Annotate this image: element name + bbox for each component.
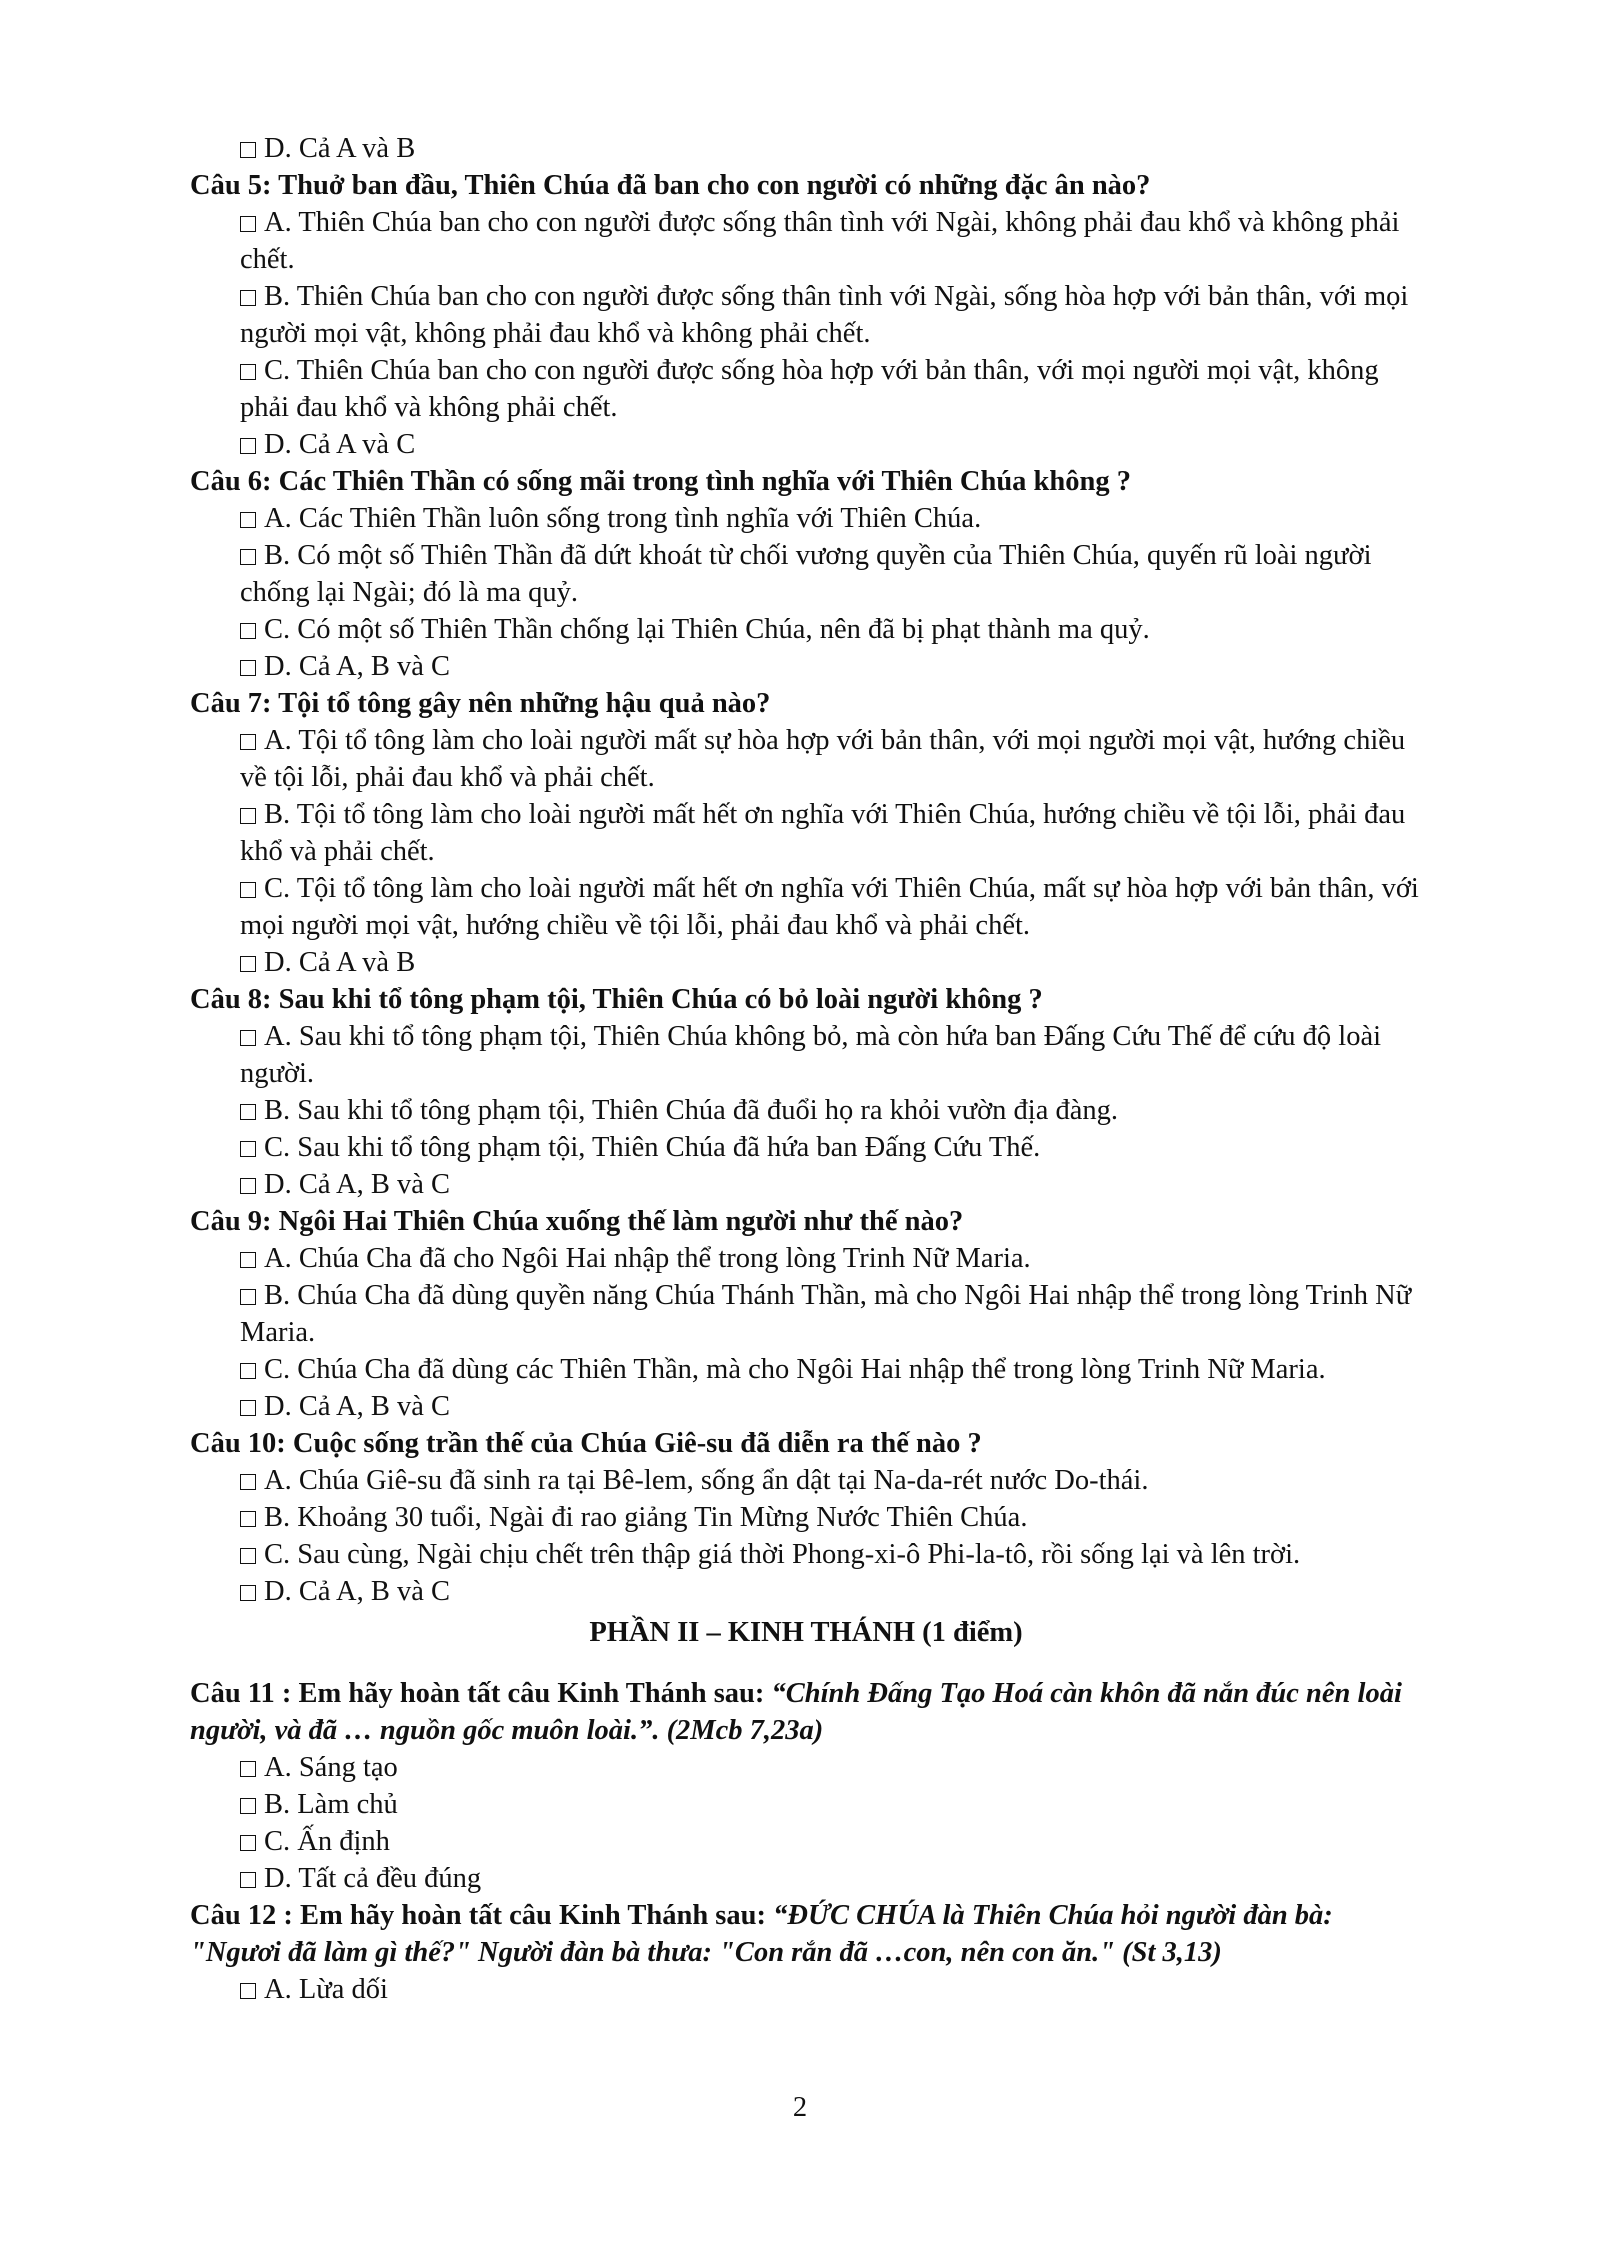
checkbox-icon[interactable]	[240, 1400, 256, 1416]
question-7	[190, 685, 1422, 981]
option[interactable]: D. Cả A, B và C	[240, 648, 1422, 685]
option[interactable]: A. Sau khi tổ tông phạm tội, Thiên Chúa không bỏ, mà còn hứa ban Đấng Cứu Thế để cứu độ loài người.	[240, 1021, 1382, 1089]
option[interactable]: B. Khoảng 30 tuổi, Ngài đi rao giảng Tin Mừng Nước Thiên Chúa.	[240, 1499, 1422, 1536]
option[interactable]: A. Lừa dối	[240, 1971, 1422, 2008]
question-6	[190, 463, 1422, 685]
question-12	[190, 1897, 1422, 2008]
option[interactable]: B. Có một số Thiên Thần đã dứt khoát từ chối vương quyền của Thiên Chúa, quyến rũ loài người chống lại Ngài; đó là ma quỷ.	[240, 540, 1372, 608]
question-5	[190, 167, 1422, 463]
checkbox-icon[interactable]	[240, 290, 256, 306]
question-label: Câu 8: Sau khi tổ tông phạm tội, Thiên Chúa có bỏ loài người không ?	[190, 984, 1043, 1015]
option[interactable]: B. Chúa Cha đã dùng quyền năng Chúa Thánh Thần, mà cho Ngôi Hai nhập thể trong lòng Trinh Nữ Maria.	[240, 1280, 1412, 1348]
scripture-quote: “ĐỨC CHÚA là Thiên Chúa hỏi người đàn bà: "Ngươi đã làm gì thế?" Người đàn bà thưa: "Con rắn đã …con, nên con ăn." (St 3,13)	[190, 1900, 1333, 1968]
option[interactable]: A. Thiên Chúa ban cho con người được sống thân tình với Ngài, không phải đau khổ và không phải chết.	[240, 207, 1400, 275]
option[interactable]: A. Sáng tạo	[240, 1749, 1422, 1786]
checkbox-icon[interactable]	[240, 1835, 256, 1851]
checkbox-icon[interactable]	[240, 1983, 256, 1999]
question-10	[190, 1425, 1422, 1610]
option[interactable]: C. Sau khi tổ tông phạm tội, Thiên Chúa đã hứa ban Đấng Cứu Thế.	[240, 1129, 1422, 1166]
option[interactable]: C. Có một số Thiên Thần chống lại Thiên Chúa, nên đã bị phạt thành ma quỷ.	[240, 611, 1422, 648]
option[interactable]: A. Tội tổ tông làm cho loài người mất sự hòa hợp với bản thân, với mọi người mọi vật, hướng chiều về tội lỗi, phải đau khổ và phải chết.	[240, 725, 1406, 793]
checkbox-icon[interactable]	[240, 1363, 256, 1379]
checkbox-icon[interactable]	[240, 1104, 256, 1120]
option[interactable]: C. Ấn định	[240, 1823, 1422, 1860]
option[interactable]: D. Cả A, B và C	[240, 1573, 1422, 1610]
question-8	[190, 981, 1422, 1203]
option[interactable]: A. Chúa Cha đã cho Ngôi Hai nhập thể trong lòng Trinh Nữ Maria.	[240, 1240, 1422, 1277]
checkbox-icon[interactable]	[240, 1252, 256, 1268]
question-label: Câu 9: Ngôi Hai Thiên Chúa xuống thế làm người như thế nào?	[190, 1206, 964, 1237]
checkbox-icon[interactable]	[240, 1474, 256, 1490]
checkbox-icon[interactable]	[240, 1798, 256, 1814]
checkbox-icon[interactable]	[240, 216, 256, 232]
checkbox-icon[interactable]	[240, 1872, 256, 1888]
checkbox-icon[interactable]	[240, 364, 256, 380]
checkbox-icon[interactable]	[240, 549, 256, 565]
option[interactable]: C. Chúa Cha đã dùng các Thiên Thần, mà cho Ngôi Hai nhập thể trong lòng Trinh Nữ Maria.	[240, 1351, 1422, 1388]
question-label: Câu 7: Tội tổ tông gây nên những hậu quả nào?	[190, 688, 771, 719]
option[interactable]: C. Tội tổ tông làm cho loài người mất hết ơn nghĩa với Thiên Chúa, mất sự hòa hợp với bản thân, với mọi người mọi vật, hướng chiều về tội lỗi, phải đau khổ và phải chết.	[240, 873, 1419, 941]
question-11	[190, 1675, 1422, 1897]
option[interactable]: B. Làm chủ	[240, 1786, 1422, 1823]
checkbox-icon[interactable]	[240, 142, 256, 158]
checkbox-icon[interactable]	[240, 1548, 256, 1564]
checkbox-icon[interactable]	[240, 660, 256, 676]
option[interactable]: A. Chúa Giê-su đã sinh ra tại Bê-lem, sống ẩn dật tại Na-da-rét nước Do-thái.	[240, 1462, 1422, 1499]
page-number: 2	[792, 2092, 808, 2123]
option[interactable]: D. Cả A, B và C	[240, 1388, 1422, 1425]
option[interactable]: C. Thiên Chúa ban cho con người được sống hòa hợp với bản thân, với mọi người mọi vật, không phải đau khổ và không phải chết.	[240, 355, 1379, 423]
checkbox-icon[interactable]	[240, 882, 256, 898]
question-label: Câu 6: Các Thiên Thần có sống mãi trong tình nghĩa với Thiên Chúa không ?	[190, 466, 1131, 497]
checkbox-icon[interactable]	[240, 734, 256, 750]
question-9	[190, 1203, 1422, 1425]
question-label: Câu 5: Thuở ban đầu, Thiên Chúa đã ban cho con người có những đặc ân nào?	[190, 170, 1151, 201]
question-label	[190, 1675, 1422, 1749]
checkbox-icon[interactable]	[240, 1761, 256, 1777]
option[interactable]: D. Cả A và B	[240, 944, 1422, 981]
option[interactable]: D. Cả A và B	[240, 130, 1422, 167]
checkbox-icon[interactable]	[240, 808, 256, 824]
option[interactable]: C. Sau cùng, Ngài chịu chết trên thập giá thời Phong-xi-ô Phi-la-tô, rồi sống lại và lên trời.	[240, 1536, 1422, 1573]
checkbox-icon[interactable]	[240, 1511, 256, 1527]
document-page	[190, 130, 1422, 2008]
checkbox-icon[interactable]	[240, 1585, 256, 1601]
section-title: PHẦN II – KINH THÁNH (1 điểm)	[589, 1617, 1023, 1648]
option[interactable]: D. Cả A và C	[240, 426, 1422, 463]
option[interactable]: D. Tất cả đều đúng	[240, 1860, 1422, 1897]
checkbox-icon[interactable]	[240, 1030, 256, 1046]
question-label: Câu 10: Cuộc sống trần thế của Chúa Giê-su đã diễn ra thế nào ?	[190, 1428, 982, 1459]
checkbox-icon[interactable]	[240, 512, 256, 528]
checkbox-icon[interactable]	[240, 1289, 256, 1305]
checkbox-icon[interactable]	[240, 623, 256, 639]
option[interactable]: D. Cả A, B và C	[240, 1166, 1422, 1203]
option[interactable]: B. Tội tổ tông làm cho loài người mất hết ơn nghĩa với Thiên Chúa, hướng chiều về tội lỗi, phải đau khổ và phải chết.	[240, 799, 1406, 867]
checkbox-icon[interactable]	[240, 1178, 256, 1194]
checkbox-icon[interactable]	[240, 438, 256, 454]
question-lead: Câu 12 : Em hãy hoàn tất câu Kinh Thánh sau:	[190, 1900, 774, 1931]
question-label	[190, 1897, 1422, 1971]
question-lead: Câu 11 : Em hãy hoàn tất câu Kinh Thánh sau:	[190, 1678, 772, 1709]
checkbox-icon[interactable]	[240, 956, 256, 972]
option[interactable]: B. Thiên Chúa ban cho con người được sống thân tình với Ngài, sống hòa hợp với bản thân, với mọi người mọi vật, không phải đau khổ và không phải chết.	[240, 281, 1409, 349]
option[interactable]: A. Các Thiên Thần luôn sống trong tình nghĩa với Thiên Chúa.	[240, 500, 1422, 537]
checkbox-icon[interactable]	[240, 1141, 256, 1157]
scripture-quote: “Chính Đấng Tạo Hoá càn khôn đã nắn đúc nên loài người, và đã … nguồn gốc muôn loài.”. (2Mcb 7,23a)	[190, 1678, 1402, 1746]
option[interactable]: B. Sau khi tổ tông phạm tội, Thiên Chúa đã đuổi họ ra khỏi vườn địa đàng.	[240, 1092, 1422, 1129]
